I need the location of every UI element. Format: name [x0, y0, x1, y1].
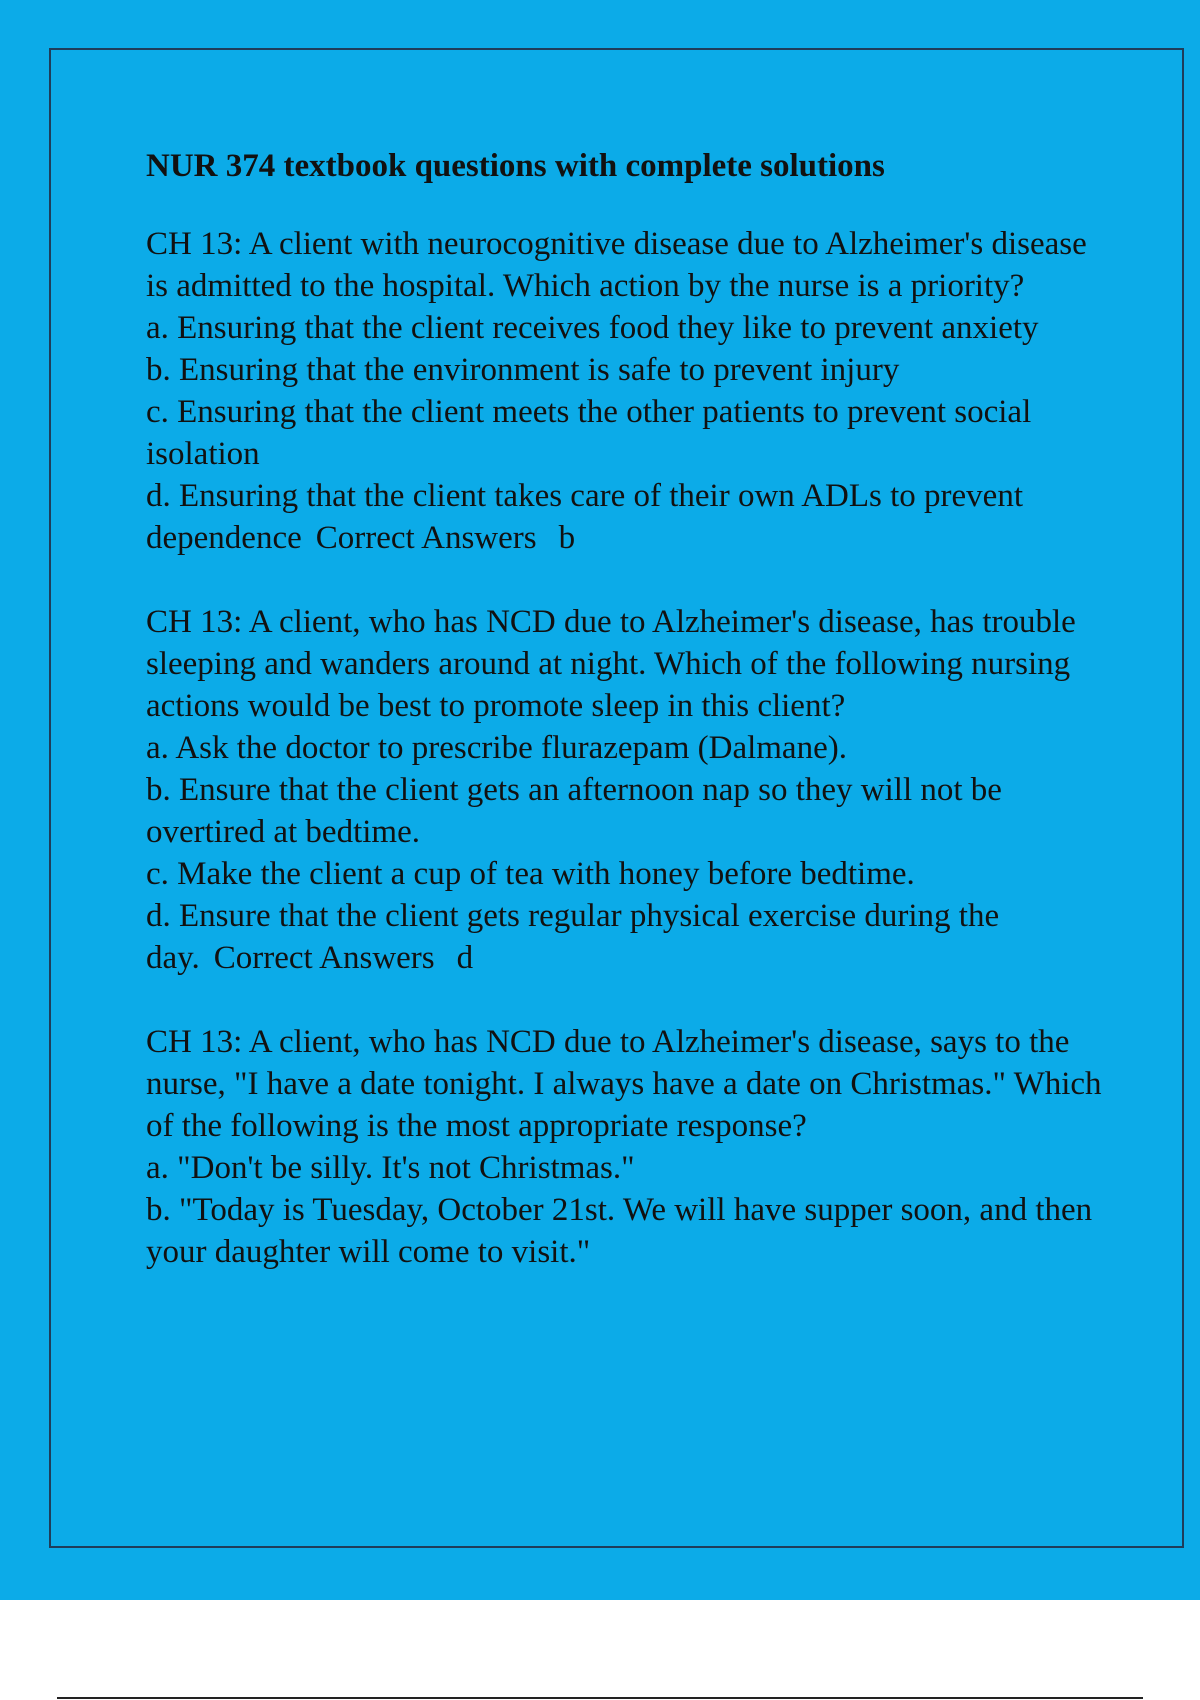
answer-value: b: [558, 520, 576, 556]
option-a: a. Ensuring that the client receives food they like to prevent anxiety: [146, 310, 1039, 346]
option-b: b. "Today is Tuesday, October 21st. We will have supper soon, and then your daughter will come to visit.": [146, 1192, 1093, 1270]
question-2: [146, 601, 1106, 979]
question-stem: CH 13: A client with neurocognitive disease due to Alzheimer's disease is admitted to the hospital. Which action by the nurse is a priority?: [146, 226, 1087, 304]
option-c: c. Ensuring that the client meets the other patients to prevent social isolation: [146, 394, 1032, 472]
answer-value: d: [456, 940, 474, 976]
document-content: [146, 145, 1106, 1315]
answer-label: Correct Answers: [315, 520, 537, 556]
option-d-with-answer: [146, 475, 1106, 559]
question-3: [146, 1021, 1106, 1273]
option-b: b. Ensure that the client gets an afternoon nap so they will not be overtired at bedtime.: [146, 772, 1002, 850]
question-stem: CH 13: A client, who has NCD due to Alzheimer's disease, says to the nurse, "I have a date tonight. I always have a date on Christmas." Which of the following is the most appropriate response?: [146, 1024, 1102, 1144]
question-stem: CH 13: A client, who has NCD due to Alzheimer's disease, has trouble sleeping and wanders around at night. Which of the following nursing actions would be best to promote sleep in this client?: [146, 604, 1076, 724]
footer-divider: [57, 1697, 1143, 1699]
document-title: NUR 374 textbook questions with complete solutions: [146, 148, 885, 184]
option-c: c. Make the client a cup of tea with honey before bedtime.: [146, 856, 915, 892]
option-d: d. Ensuring that the client takes care of their own ADLs to prevent dependence: [146, 478, 1023, 556]
option-a: a. "Don't be silly. It's not Christmas.": [146, 1150, 635, 1186]
answer-label: Correct Answers: [213, 940, 435, 976]
question-1: [146, 223, 1106, 559]
option-d-with-answer: [146, 895, 1106, 979]
option-a: a. Ask the doctor to prescribe flurazepam (Dalmane).: [146, 730, 847, 766]
option-d: d. Ensure that the client gets regular physical exercise during the day.: [146, 898, 1000, 976]
option-b: b. Ensuring that the environment is safe to prevent injury: [146, 352, 900, 388]
